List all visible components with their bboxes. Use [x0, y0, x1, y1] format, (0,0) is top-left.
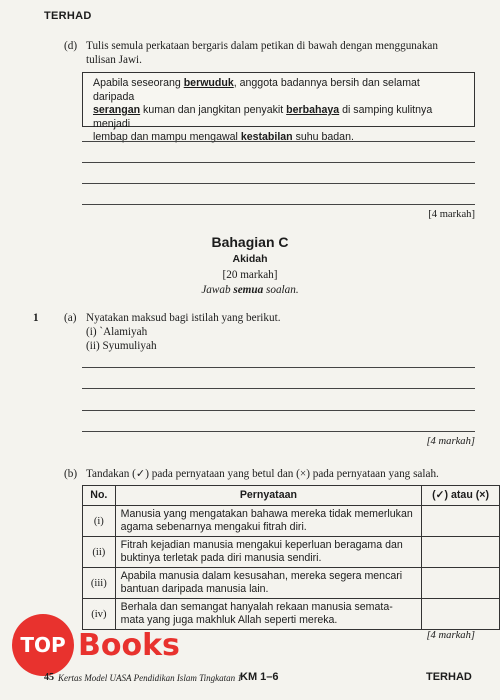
section-instruction — [0, 283, 500, 297]
passage-text: di samping kulitnya menjadi — [93, 104, 433, 130]
part-d-label: (d) — [64, 40, 78, 52]
row-statement: Berhala dan semangat hanyalah rekaan manusia semata-mata yang juga makhluk Allah seperti mereka. — [115, 599, 421, 630]
marks-text: [4 markah] — [428, 209, 475, 220]
answer-line[interactable] — [82, 162, 475, 163]
passage-text: suhu badan. — [292, 131, 354, 143]
answer-line[interactable] — [82, 431, 475, 432]
term-syumuliyah: (ii) Syumuliyah — [86, 340, 157, 352]
passage-text: kuman dan jangkitan penyakit — [140, 104, 287, 116]
section-title-wrap — [0, 234, 500, 250]
part-d-instruction — [86, 39, 486, 67]
part-d-marks — [380, 209, 475, 220]
part-b-marks — [380, 630, 475, 641]
marks-text: [4 markah] — [426, 436, 475, 447]
section-title: Bahagian C — [211, 234, 289, 250]
underlined-word: berwuduk — [183, 77, 234, 89]
answer-cell[interactable] — [422, 599, 500, 630]
page-number: 45 — [44, 672, 54, 683]
answer-line[interactable] — [82, 204, 475, 205]
marks-text: [4 markah] — [426, 630, 475, 641]
topbooks-logo — [12, 614, 180, 676]
underlined-word: kestabilan — [240, 131, 293, 143]
passage-text: , anggota badannya bersih dan selamat daripada — [93, 77, 420, 103]
row-number: (iv) — [83, 599, 116, 630]
logo-badge: TOP — [12, 614, 74, 676]
row-number: (i) — [83, 506, 116, 537]
term-alamiyah: (i) `Alamiyah — [86, 326, 148, 338]
answer-cell[interactable] — [422, 506, 500, 537]
question-number: 1 — [33, 312, 39, 324]
footer-label: TERHAD — [426, 671, 472, 683]
part-a-label: (a) — [64, 312, 77, 324]
answer-line[interactable] — [82, 141, 475, 142]
row-number: (ii) — [83, 537, 116, 568]
table-header-statement: Pernyataan — [115, 486, 421, 506]
instruction-text: Jawab — [201, 284, 234, 296]
row-statement: Apabila manusia dalam kesusahan, mereka segera mencari bantuan daripada manusia lain. — [115, 568, 421, 599]
passage-text: lembap dan mampu mengawal — [93, 131, 241, 143]
row-statement: Manusia yang mengatakan bahawa mereka tidak memerlukan agama sebenarnya mengakui fitrah diri. — [115, 506, 421, 537]
book-title: Kertas Model UASA Pendidikan Islam Tingkatan 1 — [58, 673, 242, 683]
row-number: (iii) — [83, 568, 116, 599]
page-code: KM 1–6 — [240, 671, 279, 683]
passage-text: Apabila seseorang — [93, 77, 184, 89]
instruction-bold: semua — [233, 284, 264, 296]
underlined-word: serangan — [93, 104, 141, 116]
statement-table — [82, 485, 500, 630]
part-d-instruction-line1: Tulis semula perkataan bergaris dalam petikan di bawah dengan menggunakan — [86, 40, 438, 52]
answer-line[interactable] — [82, 388, 475, 389]
answer-cell[interactable] — [422, 537, 500, 568]
passage-box — [82, 72, 475, 143]
answer-line[interactable] — [82, 410, 475, 411]
table-row — [83, 568, 500, 599]
part-d-instruction-line2: tulisan Jawi. — [86, 54, 142, 66]
section-marks: [20 markah] — [222, 269, 278, 281]
logo-books-text: Books — [78, 627, 180, 663]
header-label: TERHAD — [44, 10, 92, 22]
table-row — [83, 506, 500, 537]
row-statement: Fitrah kejadian manusia mengakui keperluan beragama dan buktinya terletak pada diri manusia sendiri. — [115, 537, 421, 568]
answer-line[interactable] — [82, 183, 475, 184]
part-b-text: Tandakan (✓) pada pernyataan yang betul dan (×) pada pernyataan yang salah. — [86, 468, 439, 480]
instruction-text: soalan. — [263, 284, 299, 296]
part-a-marks — [380, 436, 475, 447]
answer-line[interactable] — [82, 367, 475, 368]
part-b-label: (b) — [64, 468, 78, 480]
part-a-text: Nyatakan maksud bagi istilah yang berikut. — [86, 312, 281, 324]
table-header-no: No. — [83, 486, 116, 506]
underlined-word: berbahaya — [286, 104, 340, 116]
section-subtitle: Akidah — [232, 253, 268, 265]
answer-cell[interactable] — [422, 568, 500, 599]
table-row — [83, 537, 500, 568]
table-header-answer: (✓) atau (×) — [422, 486, 500, 506]
